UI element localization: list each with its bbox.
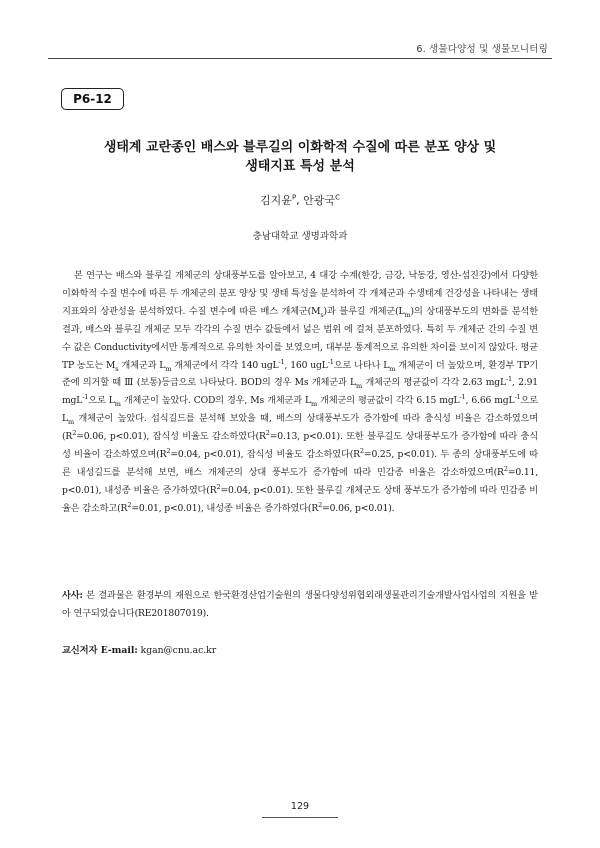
superscript: -1	[327, 357, 334, 366]
abstract-text: 으로 L	[88, 395, 115, 407]
superscript: -1	[459, 393, 466, 402]
abstract-text: 개체군의 평균값이 각각 6.15 mgL	[316, 395, 460, 407]
page-number-rule	[262, 817, 338, 818]
superscript: -1	[514, 393, 521, 402]
abstract-text: 개체군과 L	[118, 359, 166, 371]
superscript: 2	[72, 429, 77, 438]
subscript: s	[320, 310, 324, 319]
subscript: m	[355, 382, 362, 391]
abstract-text: )과 블루길 개체군(L	[323, 305, 405, 317]
abstract-text: 개체군이 높았다. COD의 경우, Ms 개체군과 L	[120, 395, 311, 407]
abstract-text: , 2.91 mgL	[62, 377, 538, 407]
abstract-text: =0.11, p<0.01), 내성종 비율은 증가하였다(R	[62, 466, 538, 496]
page-number: 129	[290, 801, 310, 812]
abstract-text: =0.01, p<0.01), 내성종 비율은 증가하였다(R	[131, 502, 319, 514]
abstract-text: 으로 나타나 L	[333, 359, 390, 371]
subscript: m	[67, 418, 74, 427]
acknowledgement-text: 본 결과물은 환경부의 재원으로 한국환경산업기술원의 생물다양성위협외래생물관리기술개발사업사업의 지원을 받아 연구되었습니다(RE201807019).	[62, 590, 538, 619]
paper-title	[60, 138, 540, 176]
affiliation: 충남대학교 생명과학과	[252, 231, 348, 242]
abstract-text: , 160 ugL	[284, 359, 328, 371]
abstract-text: =0.13, p<0.01). 또한 블루길도 상대풍부도가 증가함에 따라 충식성 비율이 감소하였으며(R	[62, 431, 538, 461]
abstract-text: 개체군이 더 높았으며, 환경부 TP기준에 의거할 때 Ⅲ (보통)등급으로 나타났다. BOD의 경우 Ms 개체군과 L	[62, 359, 538, 389]
superscript: 2	[166, 447, 171, 455]
corresponding-author	[62, 642, 216, 656]
superscript: -1	[278, 357, 285, 366]
corresponding-label: 교신저자 E-mail:	[62, 645, 138, 656]
author-2: 안광국	[303, 194, 336, 207]
superscript: 2	[127, 500, 132, 509]
abstract-text: )의 상대풍부도의 변화를 분석한 결과, 배스와 블루길 개체군 모두 각각의 수질 변수 값들에서 넓은 범위 에 걸쳐 분포하였다. 특히 두 개체군 간의 수질 변수 값은 Conductivity에서만 통계적으로 유의한 차이를 보였으며, 대부분 통계적으로 유의한 차이를 보이지 않았다. 평균 TP 농도는 M	[62, 305, 538, 371]
superscript: 2	[265, 429, 270, 438]
abstract-text: 개체군의 평균값이 각각 2.63 mgL	[362, 377, 506, 389]
subscript: m	[165, 364, 172, 373]
superscript: -1	[505, 375, 513, 384]
author-separator: ,	[296, 194, 304, 207]
abstract-text: 개체군에서 각각 140 ugL	[171, 359, 279, 371]
superscript: 2	[503, 464, 508, 473]
abstract-text: =0.04, p<0.01). 또한 블루길 개체군도 상태 풍부도가 증가함에 따라 민감종 비율은 감소하고(R	[62, 484, 538, 514]
subscript: m	[114, 400, 121, 409]
superscript: 2	[359, 447, 364, 455]
poster-id-badge: P6-12	[61, 88, 124, 110]
author-1-mark: P	[291, 193, 297, 202]
acknowledgement-label: 사사:	[62, 590, 83, 601]
abstract-paragraph	[62, 267, 538, 518]
corresponding-email: kgan@cnu.ac.kr	[137, 645, 217, 656]
abstract-text: 으로 L	[62, 395, 538, 425]
author-2-mark: C	[335, 193, 340, 202]
title-line-2: 생태지표 특성 분석	[245, 159, 355, 174]
author-list	[0, 192, 600, 208]
superscript: -1	[82, 393, 89, 402]
abstract-text: =0.04, p<0.01), 잡식성 비율도 감소하였다(R	[170, 449, 360, 461]
superscript: 2	[216, 482, 221, 491]
superscript: 2	[318, 500, 323, 509]
subscript: s	[115, 364, 119, 373]
subscript: m	[389, 364, 396, 373]
abstract-text: =0.25, p<0.01). 두 종의 상대풍부도에 따른 내성길드를 분석해 보면, 배스 개체군의 상대 풍부도가 증가함에 따라 민감종 비율은 감소하였으며(R	[62, 449, 538, 478]
abstract-text: 본 연구는 배스와 블루길 개체군의 상대풍부도를 알아보고, 4 대강 수계(한강, 금강, 낙동강, 영산-섬진강)에서 다양한 이화학적 수질 변수에 따른 두 개체군의 분포 양상 및 생태 특성을 분석하여 각 개체군과 수생태계 건강성을 나타내는 생태지표와의 상관성을 분석하였다. 수질 변수에 따른 배스 개체군(M	[62, 270, 538, 317]
abstract-text: =0.06, p<0.01), 잡식성 비율도 감소하였다(R	[76, 431, 266, 443]
abstract-text: , 6.66 mgL	[465, 395, 515, 407]
running-header: 6. 생물다양성 및 생물모니터링	[416, 44, 548, 55]
title-line-1: 생태계 교란종인 배스와 블루길의 이화학적 수질에 따른 분포 양상 및	[103, 140, 497, 155]
acknowledgement	[62, 587, 538, 623]
subscript: m	[404, 310, 411, 319]
subscript: m	[310, 400, 317, 409]
author-1: 김지윤	[260, 194, 292, 207]
header-rule	[48, 58, 552, 59]
abstract-text: 개체군이 높았다. 섭식길드를 분석해 보았을 때, 배스의 상대풍부도가 증가함에 따라 충식성 비율은 감소하였으며(R	[62, 413, 538, 443]
abstract-text: =0.06, p<0.01).	[322, 502, 395, 514]
